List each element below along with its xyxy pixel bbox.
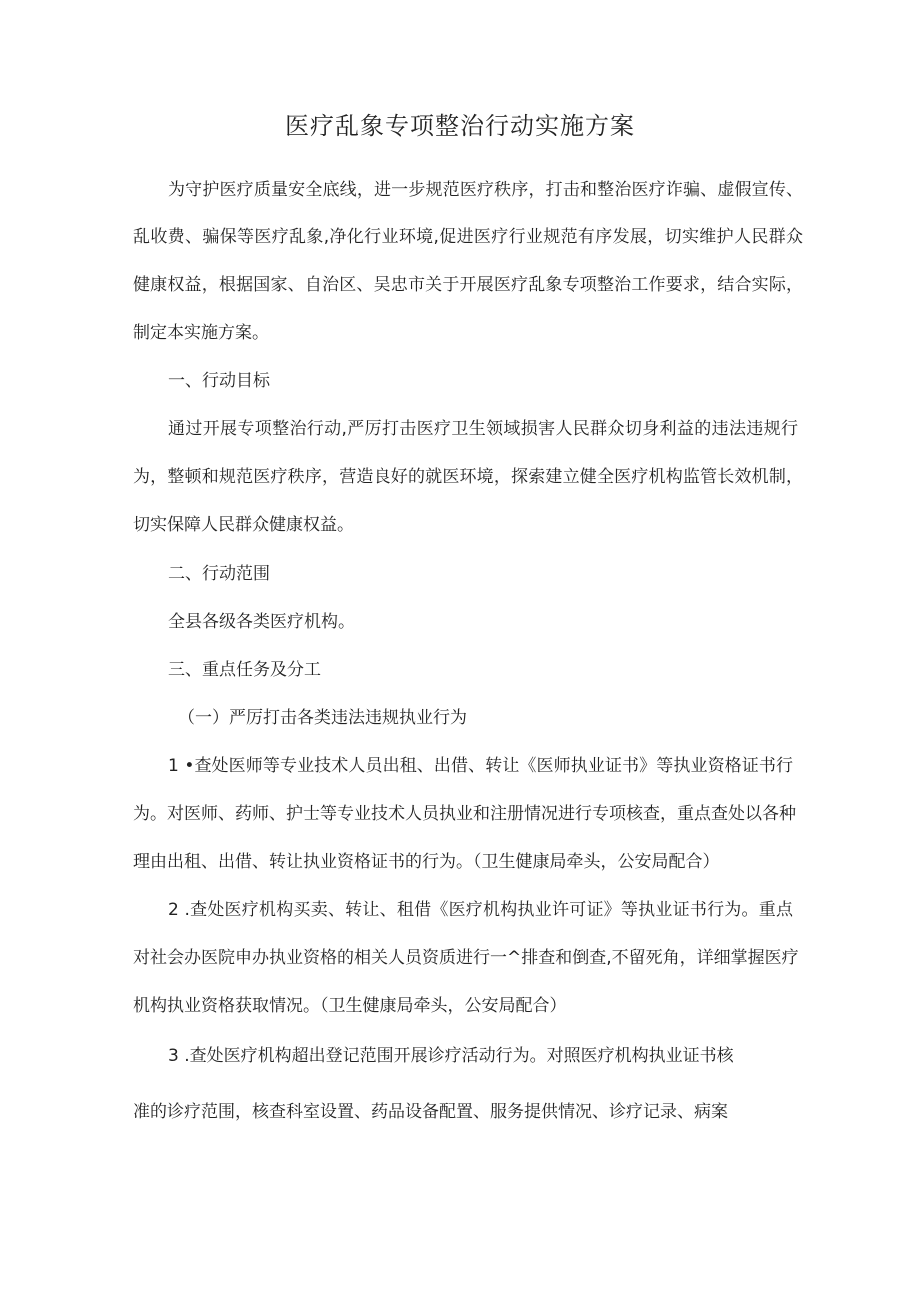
paragraph-line: 乱收费、骗保等医疗乱象,净化行业环境,促进医疗行业规范有序发展，切实维护人民群众 [133,227,803,247]
paragraph-line: 准的诊疗范围，核查科室设置、药品设备配置、服务提供情况、诊疗记录、病案 [133,1102,728,1122]
section-heading: 一、行动目标 [168,371,270,391]
paragraph-line: 为。对医师、药师、护士等专业技术人员执业和注册情况进行专项核查，重点查处以各种 [133,804,796,824]
paragraph-line: 全县各级各类医疗机构。 [168,612,355,632]
paragraph-line: 健康权益，根据国家、自治区、吴忠市关于开展医疗乱象专项整治工作要求，结合实际， [133,275,803,295]
paragraph-line: 为，整顿和规范医疗秩序，营造良好的就医环境，探索建立健全医疗机构监管长效机制， [133,467,803,487]
document-title: 医疗乱象专项整治行动实施方案 [285,112,635,140]
paragraph-line: 对社会办医院申办执业资格的相关人员资质进行一^排查和倒查,不留死角，详细掌握医疗 [133,948,799,968]
paragraph-line: 机构执业资格获取情况。（卫生健康局牵头，公安局配合） [133,996,567,1016]
section-heading: 二、行动范围 [168,564,270,584]
section-heading: 三、重点任务及分工 [168,660,321,680]
paragraph-line: 制定本实施方案。 [133,323,269,343]
paragraph-line: 切实保障人民群众健康权益。 [133,515,354,535]
subsection-heading: （一）严厉打击各类违法违规执业行为 [178,708,467,728]
list-item-line: 2 .查处医疗机构买卖、转让、租借《医疗机构执业许可证》等执业证书行为。重点 [168,900,793,920]
paragraph-line: 通过开展专项整治行动,严厉打击医疗卫生领域损害人民群众切身利益的违法违规行 [168,419,798,439]
paragraph-line: 为守护医疗质量安全底线，进一步规范医疗秩序，打击和整治医疗诈骗、虚假宣传、 [168,180,803,200]
list-item-line: 3 .查处医疗机构超出登记范围开展诊疗活动行为。对照医疗机构执业证书核 [168,1046,734,1066]
list-item-line: 1 •查处医师等专业技术人员出租、出借、转让《医师执业证书》等执业资格证书行 [168,756,793,776]
paragraph-line: 理由出租、出借、转让执业资格证书的行为。（卫生健康局牵头，公安局配合） [133,852,720,872]
